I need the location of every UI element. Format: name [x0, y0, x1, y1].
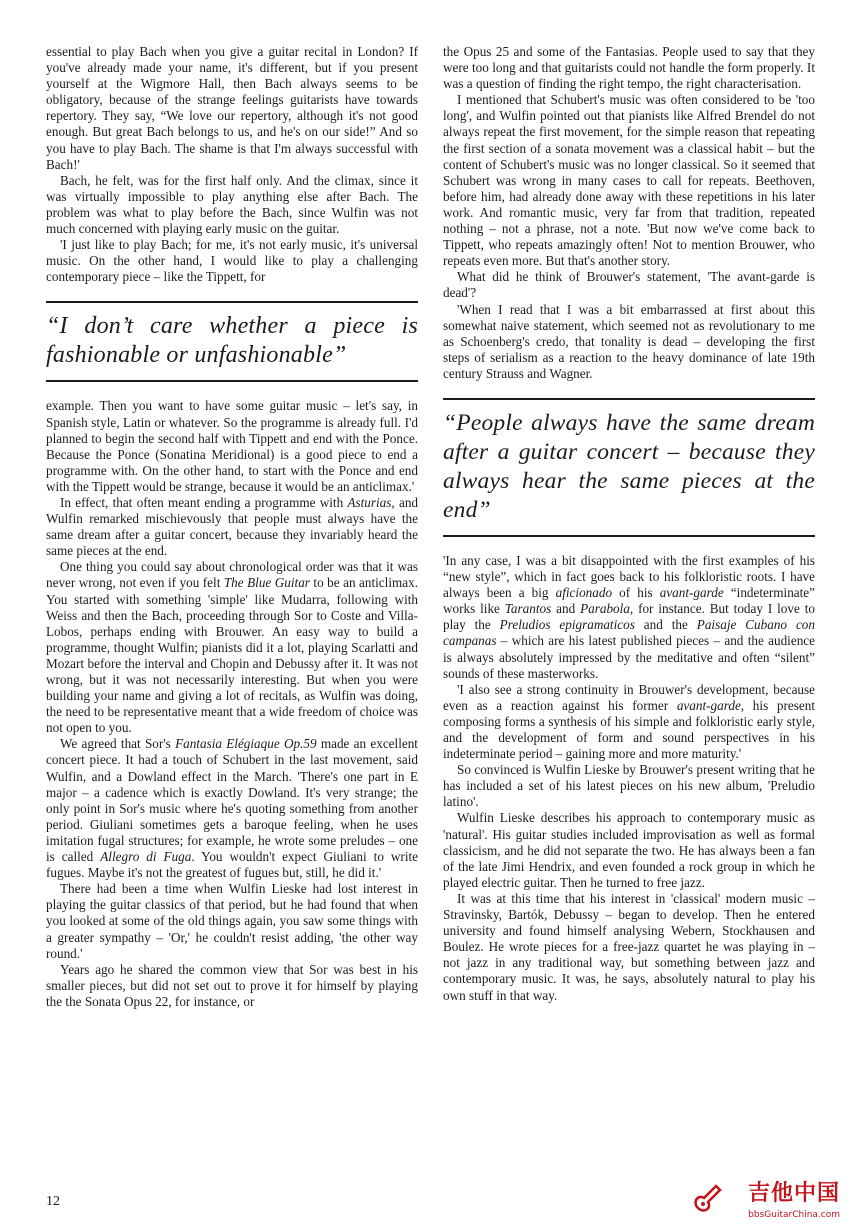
paragraph: the Opus 25 and some of the Fantasias. People used to say that they were too long and that guitarists could not handle the form properly. It was a question of finding the right tempo, the right characterisation.: [443, 44, 815, 92]
left-column: [46, 44, 418, 1010]
page-number: 12: [46, 1194, 60, 1209]
paragraph: essential to play Bach when you give a guitar recital in London? If you've already made your name, it's different, but if you present yourself at the Wigmore Hall, then Bach always seems to be obligatory, because of the strange feelings guitarists have towards repertory. They say, “We love our repertory, although it's not good enough. But great Bach belongs to us, and he's on our side!” And so you have to play Bach. The shame is that I'm always successful with Bach!': [46, 44, 418, 172]
paragraph: 'I also see a strong continuity in Brouwer's development, because even as a reaction against his former avant-garde, his present composing forms a synthesis of his simple and folkloristic early style, and the development of form and sound perspectives in his indeterminate period – gaining more and more maturity.': [443, 681, 815, 762]
paragraph: We agreed that Sor's Fantasia Elégiaque Op.59 made an excellent concert piece. It had a touch of Schubert in the last movement, said Wulfin, and a Dowland effect in the March. 'There's one part in E major – a cadence which is exactly Dowland. It's very strange; the only point in Sor's music where he's quoting something from another period. Giuliani sometimes gets a baroque feeling, when he uses imitation fugal structures; for example, he wrote some preludes – one is called Allegro di Fuga. You wouldn't expect Giuliani to write fugues. Maybe it's not the greatest of fugues but, still, he did it.': [46, 736, 418, 881]
guitar-logo-icon: [690, 1180, 726, 1216]
paragraph: 'In any case, I was a bit disappointed with the first examples of his “new style”, which in fact goes back to his folkloristic roots. I have always been a big aficionado of his avant-garde “indeterminate” works like Tarantos and Parabola, for instance. But today I love to play the Preludios epigramaticos and the Paisaje Cubano con campanas – which are his latest published pieces – and the audience is always absolutely impressed by the meditative and often “silent” sounds of these masterworks.: [443, 552, 816, 681]
paragraph: example. Then you want to have some guitar music – let's say, in Spanish style, Latin or whatever. So the programme is already full. I'd planned to begin the second half with Tippett and end with the Ponce. Because the Ponce (Sonatina Meridional) is a good piece to end a programme with. On the other hand, to start with the Ponce and end with the Tippett would be strange, because it would be an anticlimax.': [46, 398, 418, 494]
paragraph: Wulfin Lieske describes his approach to contemporary music as 'natural'. His guitar studies included improvisation as well as formal classicism, and he did not separate the two. He has always been a fan of the late Jimi Hendrix, and even founded a rock group in which he played electric guitar. Then he turned to free jazz.: [443, 810, 815, 890]
paragraph: 'I just like to play Bach; for me, it's not early music, it's universal music. On the other hand, I would like to play a challenging contemporary piece – like the Tippett, for: [46, 237, 418, 285]
pull-quote: [443, 398, 815, 537]
paragraph: There had been a time when Wulfin Lieske had lost interest in playing the guitar classics of that period, but he had found that when you looked at some of the old things again, you saw some things with a greater sympathy – 'Or,' he couldn't resist adding, 'the other way round.': [46, 881, 418, 961]
pull-quote-text: “I don’t care whether a piece is fashionable or unfashionable”: [46, 313, 418, 369]
paragraph: So convinced is Wulfin Lieske by Brouwer's present writing that he has included a set of his latest pieces on his new album, 'Preludio latino'.: [443, 762, 815, 810]
watermark[interactable]: [690, 1176, 840, 1220]
paragraph: Years ago he shared the common view that Sor was best in his smaller pieces, but did not set out to prove it for himself by playing the the Sonata Opus 22, for instance, or: [46, 961, 418, 1009]
paragraph: One thing you could say about chronological order was that it was never wrong, not even if you felt The Blue Guitar to be an anticlimax. You started with something 'simple' like Mudarra, following with Weiss and then the Bach, proceeding through Sor to Coste and Villa-Lobos, perhaps ending with Brouwer. An easy way to build a programme, thought Wulfin; pianists did it a lot, playing Scarlatti and Mozart before the interval and Chopin and Debussy after it. It was not wrong, but it was not necessarily interesting. But when you were building your name and giving a lot of recitals, as Wulfin was doing, the need to be representative meant that a wide freedom of choice was not open to you.: [46, 559, 418, 736]
right-column: [443, 44, 815, 1004]
paragraph: In effect, that often meant ending a programme with Asturias, and Wulfin remarked mischievously that people must always have the same dream after a guitar concert, because they invariably heard the same pieces at the end.: [46, 494, 419, 559]
paragraph: Bach, he felt, was for the first half only. And the climax, since it was virtually impossible to play anything else after Bach. The problem was what to play before the Bach, since Wulfin was not much concerned with playing early music on the guitar.: [46, 172, 418, 237]
paragraph: I mentioned that Schubert's music was often considered to be 'too long', and Wulfin pointed out that pianists like Alfred Brendel do not always repeat the first movement, for the simple reason that repeating the first section of a sonata movement was a classical habit – but the content of Schubert's music was no longer classical. So it seemed that Schubert was wrong in many cases to call for repeats. Beethoven, before him, had already done away with these repetitions in his later work. And romantic music, very far from that tradition, repeated nothing – not a phrase, not a note. 'But now we've come back to Tippett, who repeats amazingly often! Not to mention Brouwer, who repeats even more. But that's another story.: [443, 92, 815, 269]
pull-quote: [46, 301, 418, 382]
paragraph: What did he think of Brouwer's statement, 'The avant-garde is dead'?: [443, 269, 815, 301]
watermark-title: 吉他中国: [747, 1181, 840, 1206]
paragraph: 'When I read that I was a bit embarrassed at first about this somewhat naive statement, which seemed not as revolutionary to me as Schoenberg's credo, that tonality is dead – developing the first steps of serialism as a reaction to the heavy dominance of late 19th century Strauss and Wagner.: [443, 301, 815, 381]
pull-quote-text: “People always have the same dream after a guitar concert – because they always hear the same pieces at the end”: [443, 409, 815, 523]
watermark-url[interactable]: bbsGuitarChina.com: [748, 1210, 840, 1220]
paragraph: It was at this time that his interest in 'classical' modern music – Stravinsky, Bartók, Debussy – began to develop. Then he entered university and found himself analysing Webern, Stockhausen and Boulez. He wrote pieces for a free-jazz quartet he was playing in – not jazz in any traditional way, but something between jazz and contemporary music. It was, he says, absolutely natural to play his own stuff in that way.: [443, 890, 815, 1003]
